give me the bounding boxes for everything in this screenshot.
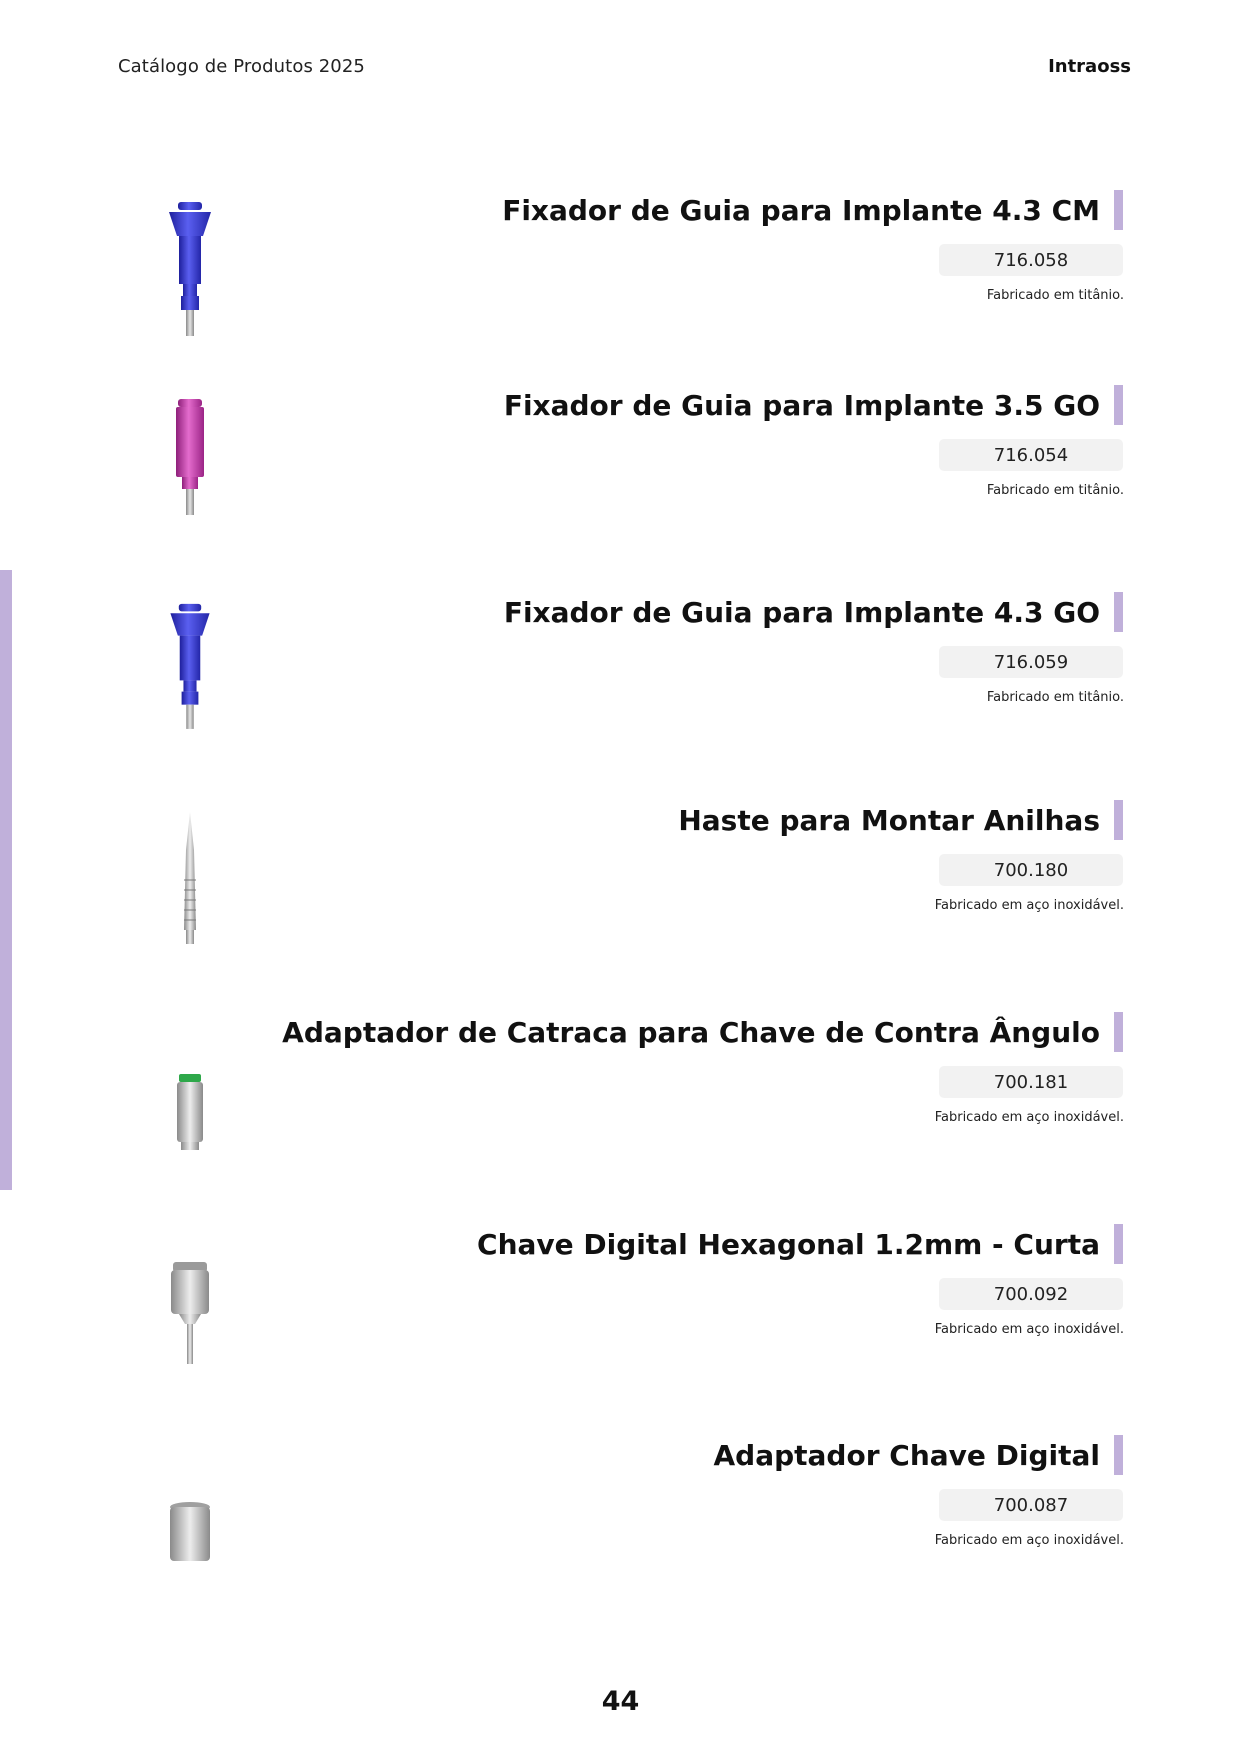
- product-name: Chave Digital Hexagonal 1.2mm - Curta: [477, 1227, 1100, 1261]
- product-code: 716.058: [939, 244, 1123, 276]
- product-code: 716.059: [939, 646, 1123, 678]
- pink-guide-fixator-icon: [145, 397, 235, 527]
- title-accent-bar: [1114, 1012, 1123, 1052]
- product-code: 716.054: [939, 439, 1123, 471]
- product-name: Fixador de Guia para Implante 4.3 GO: [503, 595, 1100, 629]
- key-adapter-icon: [145, 1497, 235, 1587]
- title-accent-bar: [1114, 1435, 1123, 1475]
- catalog-title: Catálogo de Produtos 2025: [118, 56, 365, 77]
- product-name: Adaptador Chave Digital: [713, 1438, 1100, 1472]
- product-material: Fabricado em aço inoxidável.: [934, 898, 1124, 913]
- product-name: Adaptador de Catraca para Chave de Contra Ângulo: [282, 1015, 1100, 1049]
- product-name: Haste para Montar Anilhas: [678, 803, 1100, 837]
- title-accent-bar: [1114, 385, 1123, 425]
- product-code: 700.181: [939, 1066, 1123, 1098]
- product-name: Fixador de Guia para Implante 3.5 GO: [503, 388, 1100, 422]
- product-material: Fabricado em aço inoxidável.: [934, 1110, 1124, 1125]
- page-number: 44: [601, 1686, 640, 1717]
- steel-rod-icon: [145, 810, 235, 960]
- title-accent-bar: [1114, 1224, 1123, 1264]
- product-code: 700.087: [939, 1489, 1123, 1521]
- product-material: Fabricado em aço inoxidável.: [934, 1322, 1124, 1337]
- brand-name: Intraoss: [1048, 56, 1131, 77]
- title-accent-bar: [1114, 190, 1123, 230]
- product-material: Fabricado em titânio.: [986, 288, 1124, 303]
- product-material: Fabricado em titânio.: [986, 690, 1124, 705]
- blue-guide-fixator-icon: [145, 200, 235, 350]
- product-name: Fixador de Guia para Implante 4.3 CM: [502, 193, 1100, 227]
- title-accent-bar: [1114, 592, 1123, 632]
- hex-key-icon: [145, 1258, 235, 1378]
- product-material: Fabricado em aço inoxidável.: [934, 1533, 1124, 1548]
- blue-guide-fixator-icon: [145, 602, 235, 742]
- side-accent-bar: [0, 570, 12, 1190]
- title-accent-bar: [1114, 800, 1123, 840]
- product-material: Fabricado em titânio.: [986, 483, 1124, 498]
- ratchet-adapter-icon: [145, 1070, 235, 1160]
- product-code: 700.180: [939, 854, 1123, 886]
- product-code: 700.092: [939, 1278, 1123, 1310]
